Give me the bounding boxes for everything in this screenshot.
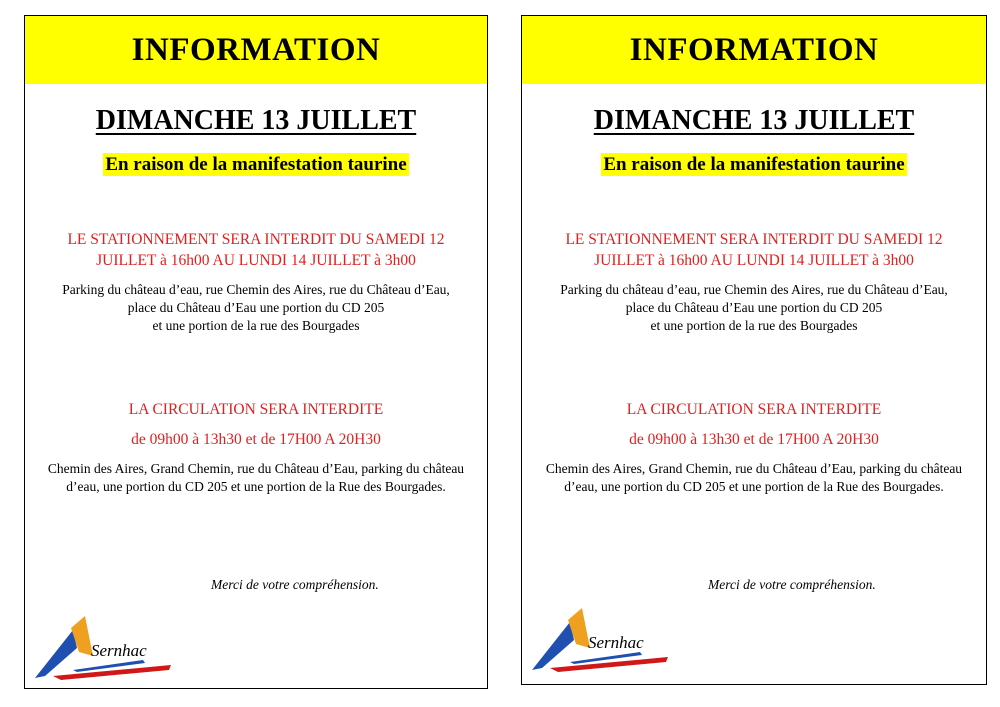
event-date-text: DIMANCHE 13 JUILLET [593,105,915,136]
event-reason-text: En raison de la manifestation taurine [603,154,905,175]
parking-locations [532,281,976,335]
event-date-text: DIMANCHE 13 JUILLET [95,105,417,136]
traffic-line: Chemin des Aires, Grand Chemin, rue du Château d’Eau, parking du château [545,461,963,476]
logo-text: Sernhac [91,641,147,660]
thanks-note: Merci de votre compréhension. [708,577,876,592]
information-banner: INFORMATION [25,16,487,84]
parking-line: place du Château d’Eau une portion du CD 205 [127,300,385,315]
traffic-heading: LA CIRCULATION SERA INTERDITE [128,401,384,418]
notice-panel-right [521,15,987,685]
parking-line: Parking du château d’eau, rue Chemin des Aires, rue du Château d’Eau, [560,282,948,297]
traffic-locations [31,460,481,496]
event-reason-text: En raison de la manifestation taurine [105,154,407,175]
parking-heading-line: JUILLET à 16h00 AU LUNDI 14 JUILLET à 3h00 [594,252,914,269]
parking-heading-line: LE STATIONNEMENT SERA INTERDIT DU SAMEDI 12 [565,231,943,248]
event-reason [25,154,487,176]
traffic-hours: de 09h00 à 13h30 et de 17H00 A 20H30 [131,431,381,448]
traffic-line: d’eau, une portion du CD 205 et une portion de la Rue des Bourgades. [66,479,446,494]
traffic-hours: de 09h00 à 13h30 et de 17H00 A 20H30 [629,431,879,448]
sernhac-logo-icon [33,608,173,683]
parking-heading [35,229,477,271]
parking-locations [35,281,477,335]
parking-line: et une portion de la rue des Bourgades [650,318,858,333]
traffic-line: d’eau, une portion du CD 205 et une portion de la Rue des Bourgades. [564,479,944,494]
parking-heading-line: JUILLET à 16h00 AU LUNDI 14 JUILLET à 3h00 [96,252,416,269]
logo-text: Sernhac [588,633,644,652]
parking-heading [532,229,976,271]
thanks-note: Merci de votre compréhension. [211,577,379,592]
event-date [25,105,487,137]
sernhac-logo-icon [530,600,670,675]
notice-panel-left [24,15,488,689]
traffic-heading: LA CIRCULATION SERA INTERDITE [626,401,882,418]
parking-line: Parking du château d’eau, rue Chemin des Aires, rue du Château d’Eau, [62,282,450,297]
parking-heading-line: LE STATIONNEMENT SERA INTERDIT DU SAMEDI 12 [67,231,445,248]
traffic-locations [528,460,980,496]
parking-line: et une portion de la rue des Bourgades [152,318,360,333]
event-date [522,105,986,137]
information-banner: INFORMATION [522,16,986,84]
parking-line: place du Château d’Eau une portion du CD 205 [625,300,883,315]
traffic-line: Chemin des Aires, Grand Chemin, rue du Château d’Eau, parking du château [47,461,465,476]
event-reason [522,154,986,176]
